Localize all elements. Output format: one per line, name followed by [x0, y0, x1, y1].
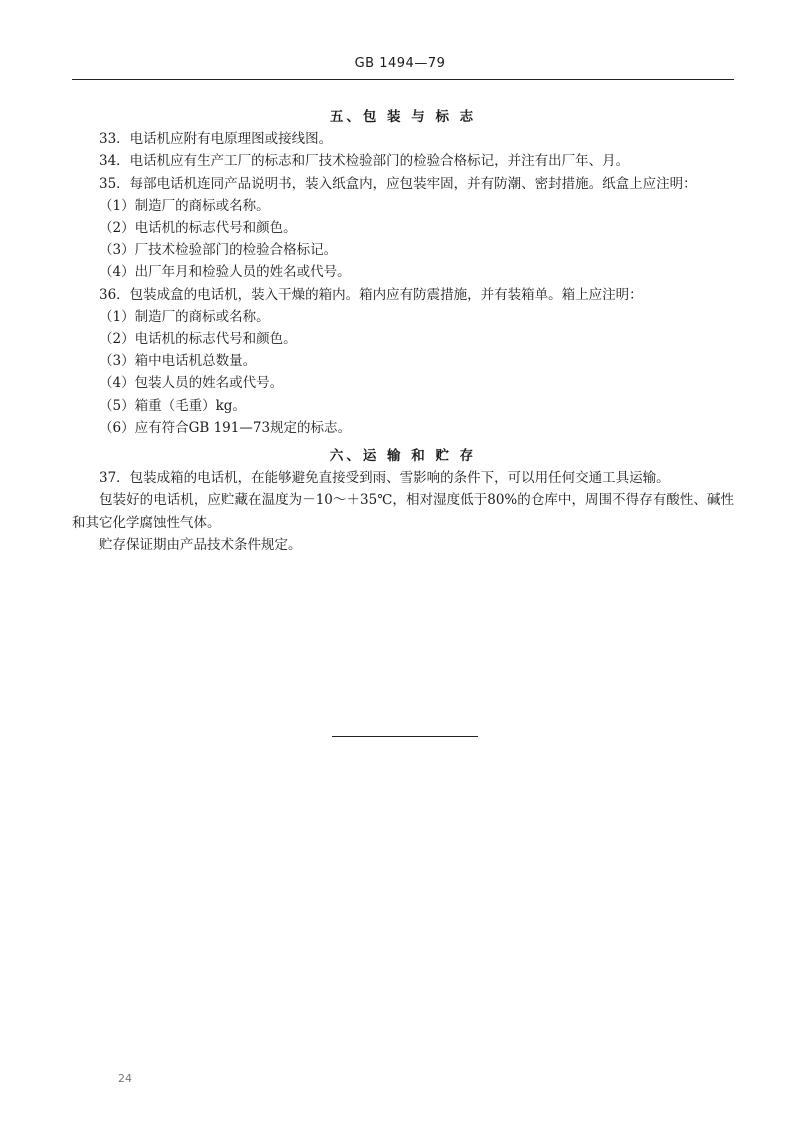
clause-37-warranty: 贮存保证期由产品技术条件规定。 — [99, 536, 302, 553]
clause-34: 34．电话机应有生产工厂的标志和厂技术检验部门的检验合格标记，并注有出厂年、月。 — [99, 153, 630, 170]
end-of-document-rule — [332, 736, 478, 737]
clause-37: 37．包装成箱的电话机，在能够避免直接受到雨、雪影响的条件下，可以用任何交通工具运输。 — [99, 470, 670, 487]
clause-35-item: （2）电话机的标志代号和颜色。 — [99, 220, 297, 236]
clause-36: 36．包装成盒的电话机，装入干燥的箱内。箱内应有防震措施，并有装箱单。箱上应注明： — [99, 286, 643, 303]
clause-37-storage: 包装好的电话机，应贮藏在温度为－10～＋35℃，相对湿度低于80%的仓库中，周围不得存有酸性、碱性和其它化学腐蚀性气体。 — [72, 492, 734, 531]
clause-36-item: （4）包装人员的姓名或代号。 — [99, 375, 284, 392]
standard-code: GB 1494—79 — [354, 56, 446, 71]
clause-36-item: （6）应有符合GB 191—73规定的标志。 — [99, 419, 352, 436]
clause-35: 35．每部电话机连同产品说明书，装入纸盒内，应包装牢固，并有防潮、密封措施。纸盒上应注明： — [99, 175, 697, 192]
header-divider — [72, 79, 734, 80]
clause-35-item: （1）制造厂的商标或名称。 — [99, 197, 270, 214]
section-5-title: 五、包 装 与 标 志 — [329, 109, 477, 125]
clause-36-item: （2）电话机的标志代号和颜色。 — [99, 331, 297, 348]
clause-36-item: （1）制造厂的商标或名称。 — [99, 308, 270, 325]
section-6-title: 六、运 输 和 贮 存 — [329, 448, 477, 465]
clause-33: 33．电话机应附有电原理图或接线图。 — [99, 131, 333, 148]
clause-36-item: （3）箱中电话机总数量。 — [99, 353, 257, 370]
clause-36-item: （5）箱重（毛重）kg。 — [99, 397, 246, 414]
document-body — [72, 106, 734, 556]
clause-35-item: （4）出厂年月和检验人员的姓名或代号。 — [99, 264, 351, 281]
page-number: 24 — [118, 1072, 132, 1085]
clause-35-item: （3）厂技术检验部门的检验合格标记。 — [99, 242, 338, 259]
